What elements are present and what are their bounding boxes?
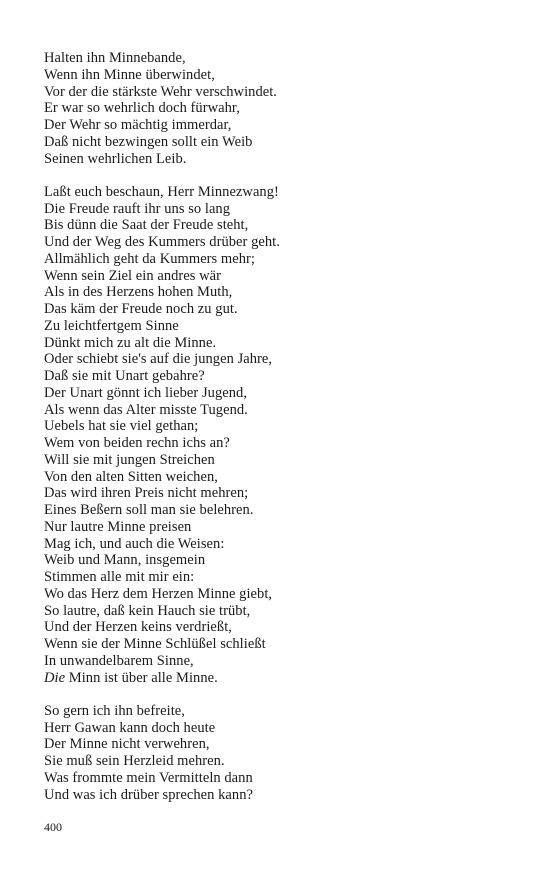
verse-line: Daß nicht bezwingen sollt ein Weib (44, 133, 253, 150)
verse-line: Und der Herzen keins verdrießt, (44, 619, 232, 636)
verse-line: Das wird ihren Preis nicht mehren; (44, 485, 249, 502)
verse-line: Eines Beßern soll man sie belehren. (44, 502, 254, 518)
verse-line: Wenn sein Ziel ein andres wär (44, 267, 222, 284)
verse-line: Sie muß sein Herzleid mehren. (44, 753, 225, 769)
verse-line: Und was ich drüber sprechen kann? (44, 786, 254, 803)
verse-line: Der Unart gönnt ich lieber Jugend, (44, 384, 248, 401)
verse-line: Uebels hat sie viel gethan; (44, 418, 199, 435)
verse-line: Nur lautre Minne preisen (44, 518, 192, 535)
verse-line: Mag ich, und auch die Weisen: (44, 535, 225, 552)
verse-line: Von den alten Sitten weichen, (44, 468, 218, 485)
verse-line: Wo das Herz dem Herzen Minne giebt, (44, 585, 273, 602)
verse-line: Oder schiebt sie's auf die jungen Jahre, (44, 351, 273, 368)
verse-line: Wem von beiden rechn ichs an? (44, 435, 230, 451)
verse-line: Bis dünn die Saat der Freude steht, (44, 217, 249, 234)
verse-line: Als wenn das Alter misste Tugend. (44, 401, 248, 418)
verse-line: Zu leichtfertgem Sinne (44, 317, 179, 334)
verse-line-final (44, 670, 514, 687)
verse-line: Will sie mit jungen Streichen (44, 451, 215, 468)
poem-text (44, 50, 514, 820)
verse-line: Wenn ihn Minne überwindet, (44, 66, 215, 83)
verse-line: So lautre, daß kein Hauch sie trübt, (44, 602, 251, 619)
verse-line: Daß sie mit Unart gebahre? (44, 368, 205, 384)
verse-line: So gern ich ihn befreite, (44, 702, 185, 719)
page-number: 400 (44, 820, 62, 834)
verse-line: Vor der die stärkste Wehr verschwindet. (44, 83, 277, 100)
italic-emphasis: Die (44, 669, 66, 686)
verse-line: Der Minne nicht verwehren, (44, 736, 210, 753)
verse-line: In unwandelbarem Sinne, (44, 652, 194, 669)
stanza-3 (44, 703, 514, 804)
verse-line: Die Freude rauft ihr uns so lang (44, 200, 231, 217)
verse-line: Weib und Mann, insgemein (44, 552, 206, 569)
verse-line: Laßt euch beschaun, Herr Minnezwang! (44, 183, 279, 200)
verse-line: Und der Weg des Kummers drüber geht. (44, 234, 280, 250)
stanza-1 (44, 50, 514, 167)
verse-line-rest: Minn ist über alle Minne. (65, 669, 218, 686)
verse-line: Was frommte mein Vermitteln dann (44, 769, 253, 786)
verse-line: Herr Gawan kann doch heute (44, 719, 216, 736)
verse-line: Wenn sie der Minne Schlüßel schließt (44, 636, 266, 652)
verse-line: Dünkt mich zu alt die Minne. (44, 334, 217, 351)
verse-line: Halten ihn Minnebande, (44, 50, 186, 66)
verse-line: Allmählich geht da Kummers mehr; (44, 250, 255, 267)
verse-line: Er war so wehrlich doch fürwahr, (44, 100, 240, 117)
verse-line: Das käm der Freude noch zu gut. (44, 301, 238, 317)
verse-line: Als in des Herzens hohen Muth, (44, 284, 233, 301)
verse-line: Seinen wehrlichen Leib. (44, 150, 187, 167)
verse-line: Der Wehr so mächtig immerdar, (44, 117, 232, 133)
stanza-2 (44, 184, 514, 687)
verse-line: Stimmen alle mit mir ein: (44, 569, 195, 585)
